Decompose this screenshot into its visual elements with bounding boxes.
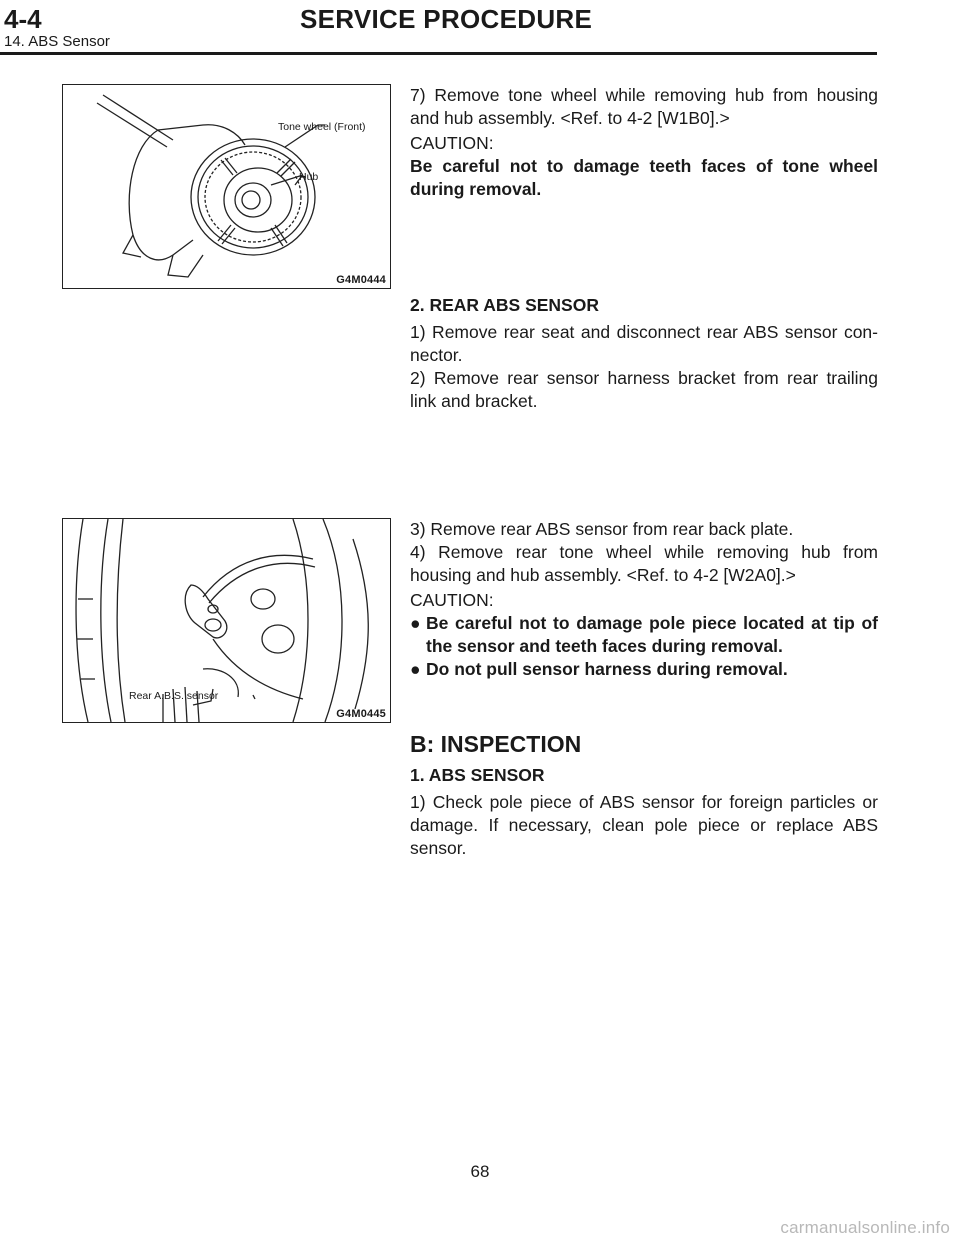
text-block-step-7 xyxy=(410,84,878,201)
figure-id: G4M0444 xyxy=(336,274,386,286)
text-block-inspection xyxy=(410,730,878,860)
figure-label-tone-wheel: Tone wheel (Front) xyxy=(278,121,366,133)
figure-rear-abs-sensor xyxy=(62,518,391,723)
bullet-icon: ● xyxy=(410,659,421,679)
step-2: 2) Remove rear sensor harness bracket from rear trailing link and bracket. xyxy=(410,368,878,411)
caution-heading: CAUTION: xyxy=(410,590,494,610)
caution-bullet-text: Do not pull sensor harness during removal. xyxy=(426,659,788,679)
step-4: 4) Remove rear tone wheel while removing hub from housing and hub assembly. <Ref. to 4-2 [W2A0].> xyxy=(410,542,878,585)
caution-heading: CAUTION: xyxy=(410,133,494,153)
figure-label-rear-abs-sensor: Rear A.B.S. sensor xyxy=(129,690,219,702)
caution-bullet xyxy=(410,612,878,658)
page-number: 68 xyxy=(470,1162,490,1181)
caution-bullet-text: Be careful not to damage pole piece located at tip of the sensor and teeth faces during removal. xyxy=(426,613,878,656)
subsection-title: 14. ABS Sensor xyxy=(4,33,110,50)
figure-label-hub: Hub xyxy=(299,171,319,183)
rear-sensor-illustration xyxy=(63,519,390,722)
watermark: carmanualsonline.info xyxy=(780,1218,950,1237)
step-3: 3) Remove rear ABS sensor from rear back plate. xyxy=(410,519,794,539)
caution-bullet xyxy=(410,658,878,681)
step-7: 7) Remove tone wheel while removing hub from housing and hub assembly. <Ref. to 4-2 [W1B0].> xyxy=(410,85,878,128)
inspection-step-1: 1) Check pole piece of ABS sensor for foreign particles or damage. If necessary, clean pole piece or replace ABS sensor. xyxy=(410,792,878,858)
figure-tone-wheel-front xyxy=(62,84,391,289)
section-title: SERVICE PROCEDURE xyxy=(300,4,593,34)
inspection-heading: B: INSPECTION xyxy=(410,731,582,757)
caution-text: Be careful not to damage teeth faces of tone wheel during removal. xyxy=(410,156,878,199)
step-1: 1) Remove rear seat and disconnect rear ABS sensor con-nector. xyxy=(410,322,878,365)
header-rule xyxy=(0,52,877,55)
section-number: 4-4 xyxy=(4,4,42,34)
tone-wheel-illustration xyxy=(63,85,390,288)
text-block-rear-abs-sensor xyxy=(410,294,878,413)
bullet-icon: ● xyxy=(410,613,421,633)
section-heading-rear-abs-sensor: 2. REAR ABS SENSOR xyxy=(410,295,599,315)
inspection-subheading: 1. ABS SENSOR xyxy=(410,765,545,785)
figure-id: G4M0445 xyxy=(336,708,386,720)
text-block-steps-3-4 xyxy=(410,518,878,681)
